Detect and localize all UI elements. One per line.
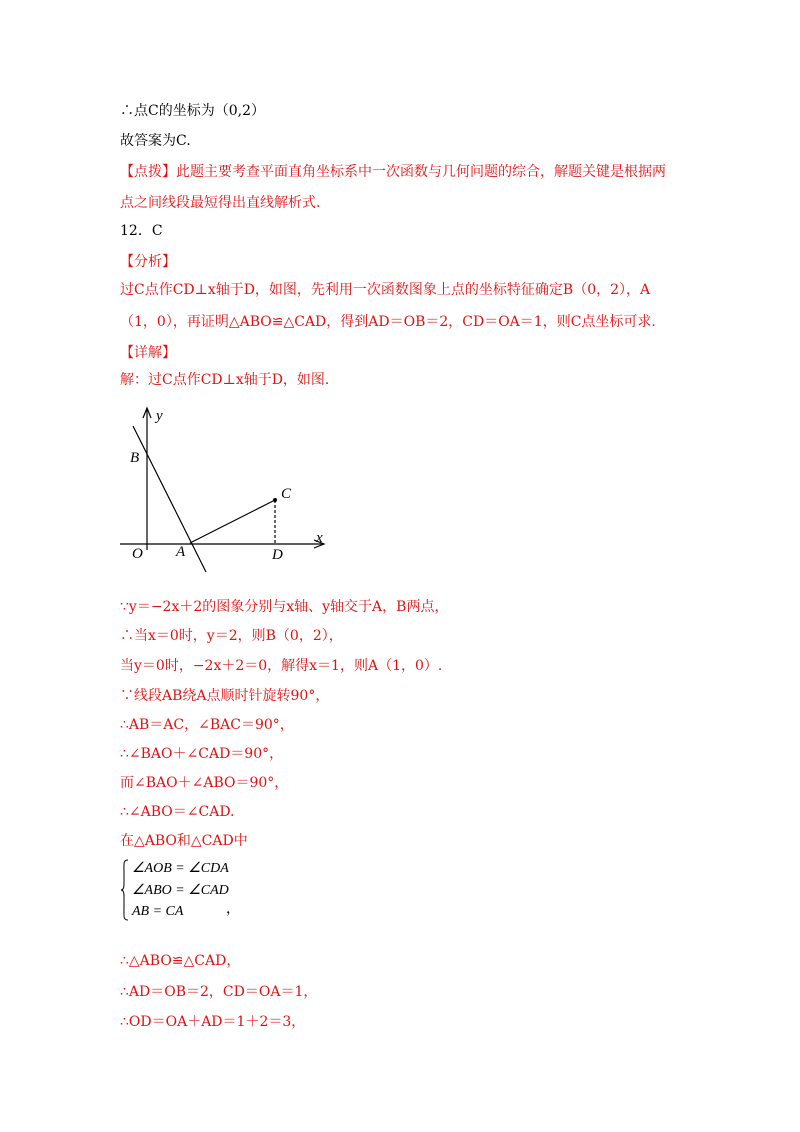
d-label: D — [272, 547, 283, 563]
x-label: x — [316, 530, 323, 546]
equation-1: ∠AOB = ∠CDA — [132, 861, 229, 876]
line-20: ∴△ABO≌△CAD， — [120, 953, 241, 969]
line-10: 解：过C点作CD⊥x轴于D，如图. — [120, 372, 330, 388]
line-8: （1，0），再证明△ABO≌△CAD，得到AD＝OB＝2，CD＝OA＝1，则C点坐标可求. — [120, 314, 656, 330]
line-2: 故答案为C. — [120, 133, 191, 149]
line-22: ∴OD＝OA＋AD＝1＋2＝3， — [120, 1014, 306, 1030]
b-label: B — [130, 450, 140, 466]
equation-2: ∠ABO = ∠CAD — [132, 883, 229, 898]
o-label: O — [132, 546, 143, 562]
brace-symbol — [120, 858, 130, 922]
line-11: ∵y＝−2x＋2的图象分别与x轴、y轴交于A，B两点， — [120, 599, 449, 615]
line-19: 在△ABO和△CAD中 — [120, 833, 248, 849]
c-label: C — [281, 486, 292, 502]
line-3: 【点拨】此题主要考查平面直角坐标系中一次函数与几何问题的综合，解题关键是根据两 — [120, 164, 666, 180]
line-14: ∵线段AB绕A点顺时针旋转90°， — [120, 688, 330, 704]
y-label: y — [156, 408, 163, 424]
line-5: 12．C — [120, 223, 163, 239]
line-ab — [133, 426, 206, 572]
line-9: 【详解】 — [120, 345, 176, 361]
line-15: ∴AB＝AC，∠BAC＝90°， — [120, 717, 294, 733]
line-21: ∴AD＝OB＝2，CD＝OA＝1， — [120, 984, 318, 1000]
segment-ac — [190, 500, 275, 543]
line-4: 点之间线段最短得出直线解析式. — [120, 195, 321, 211]
line-18: ∴∠ABO＝∠CAD. — [120, 804, 235, 820]
line-6: 【分析】 — [120, 254, 176, 270]
line-1: ∴点C的坐标为（0,2） — [120, 103, 265, 119]
line-12: ∴当x＝0时，y＝2，则B（0，2）， — [120, 628, 343, 644]
line-13: 当y＝0时，−2x＋2＝0，解得x＝1，则A（1，0）. — [120, 658, 443, 674]
a-label: A — [176, 544, 186, 560]
point-c — [273, 498, 277, 502]
equation-system — [120, 858, 320, 922]
line-17: 而∠BAO＋∠ABO＝90°， — [120, 775, 289, 791]
coordinate-figure — [118, 402, 338, 582]
line-16: ∴∠BAO＋∠CAD＝90°， — [120, 746, 284, 762]
line-7: 过C点作CD⊥x轴于D，如图，先利用一次函数图象上点的坐标特征确定B（0，2），A — [120, 282, 651, 298]
system-comma: ， — [226, 901, 240, 917]
equation-3: AB = CA — [132, 904, 184, 919]
